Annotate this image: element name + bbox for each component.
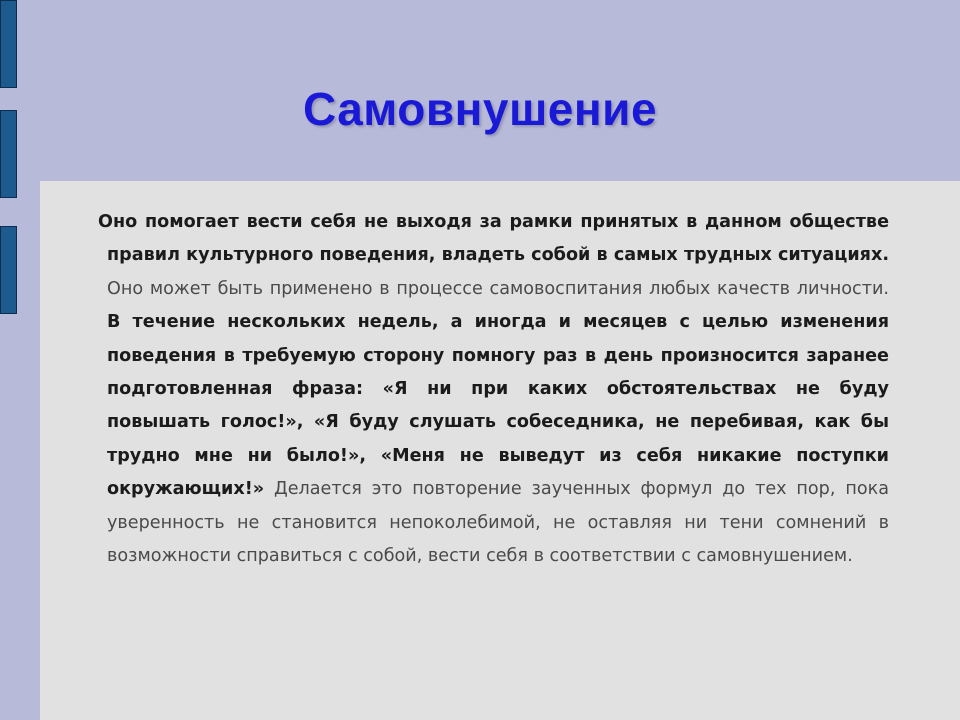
body-paragraph bbox=[98, 206, 889, 573]
side-decor-bar-top bbox=[0, 0, 17, 88]
side-decor-bar-bottom bbox=[0, 226, 17, 314]
text-segment-1: Оно помогает вести себя не выходя за рамки принятых в данном обществе правил культурного поведения, владеть собой в самых трудных ситуациях. bbox=[98, 212, 889, 266]
text-segment-2: Оно может быть применено в процессе самовоспитания любых качеств личности. bbox=[107, 278, 889, 299]
text-segment-3: В течение нескольких недель, а иногда и месяцев с целью изменения поведения в требуемую сторону помногу раз в день произносится заранее подготовленная фраза: «Я ни при каких обстоятельствах не буду повышать голос!», «Я буду слушать собеседника, не перебивая, как бы трудно мне ни было!», «Меня не выведут из себя никакие поступки окружающих!» bbox=[107, 312, 889, 500]
slide-title: Самовнушение bbox=[302, 83, 658, 135]
text-segment-4: Делается это повторение заученных формул до тех пор, пока уверенность не становится непоколебимой, не оставляя ни тени сомнений в возможности справиться с собой, вести себя в соответствии с самовнушением. bbox=[107, 479, 889, 567]
